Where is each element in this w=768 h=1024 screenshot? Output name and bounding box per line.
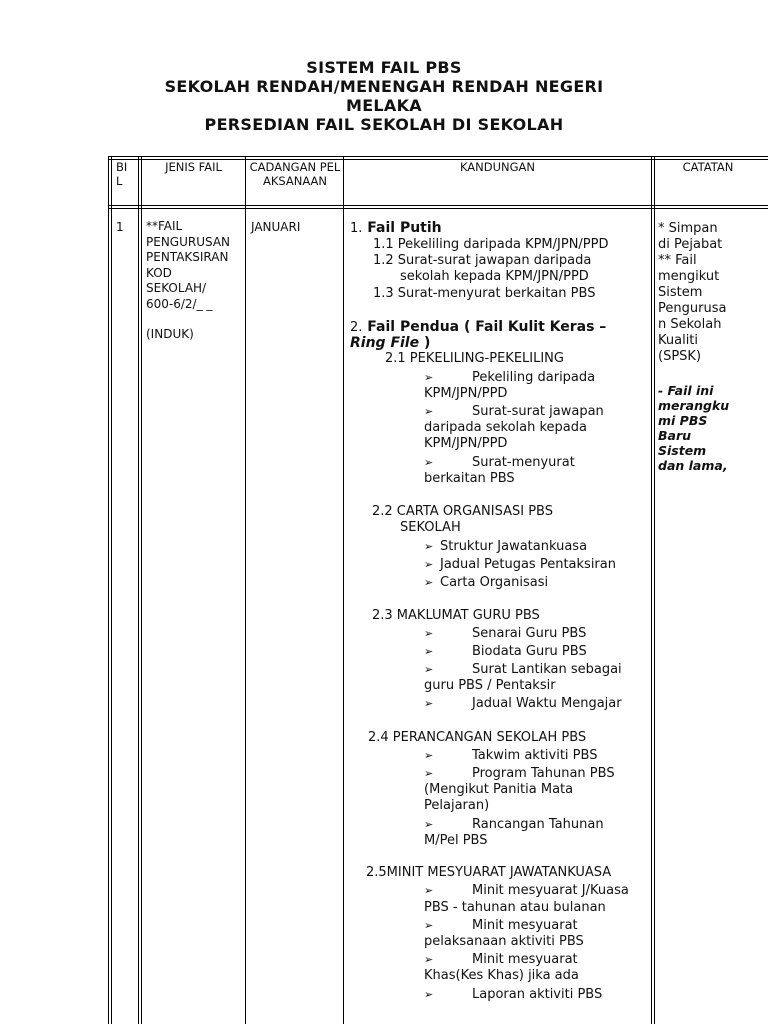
section-1-title: 1. Fail Putih xyxy=(350,220,442,236)
list-item: ➢ Laporan aktiviti PBS xyxy=(424,987,603,1002)
list-item-cont: PBS - tahunan atau bulanan xyxy=(424,900,606,915)
row-bil: 1 xyxy=(116,220,124,234)
list-item: ➢ Struktur Jawatankuasa xyxy=(424,539,588,554)
list-item: ➢ Surat Lantikan sebagai xyxy=(424,662,622,677)
column-divider xyxy=(141,156,142,1024)
title-line-4: PERSEDIAN FAIL SEKOLAH DI SEKOLAH xyxy=(204,115,564,134)
subsection-2-5: 2.5MINIT MESYUARAT JAWATANKUASA xyxy=(366,865,612,880)
row-divider xyxy=(108,205,768,206)
title-line-2: SEKOLAH RENDAH/MENENGAH RENDAH NEGERI xyxy=(164,77,604,96)
list-item: ➢ Rancangan Tahunan xyxy=(424,817,604,832)
list-item-cont: M/Pel PBS xyxy=(424,833,488,848)
title-line-3: MELAKA xyxy=(345,96,422,115)
column-divider xyxy=(138,156,139,1024)
section-2-title: 2. Fail Pendua ( Fail Kulit Keras – xyxy=(350,319,607,335)
list-item-cont: berkaitan PBS xyxy=(424,471,515,486)
list-item: ➢ Takwim aktiviti PBS xyxy=(424,748,598,763)
list-item: ➢ Program Tahunan PBS xyxy=(424,766,615,781)
list-item: ➢ Carta Organisasi xyxy=(424,575,549,590)
file-table xyxy=(108,156,768,1024)
list-item: ➢ Jadual Petugas Pentaksiran xyxy=(424,557,616,572)
title-line-1: SISTEM FAIL PBS xyxy=(306,58,462,77)
list-item: ➢ Jadual Waktu Mengajar xyxy=(424,696,622,711)
list-item: ➢ Minit mesyuarat J/Kuasa xyxy=(424,883,629,898)
header-catatan: CATATAN xyxy=(682,160,734,174)
row-cadangan: JANUARI xyxy=(251,220,301,234)
subsection-2-4: 2.4 PERANCANGAN SEKOLAH PBS xyxy=(368,730,587,745)
list-item: ➢ Surat-surat jawapan xyxy=(424,404,604,419)
list-item-cont: daripada sekolah kepada xyxy=(424,420,587,435)
header-kandungan: KANDUNGAN xyxy=(459,160,536,174)
list-item-cont: pelaksanaan aktiviti PBS xyxy=(424,934,584,949)
list-item: ➢ Biodata Guru PBS xyxy=(424,644,587,659)
row-catatan: * Simpan di Pejabat ** Fail mengikut Sistem Pengurusa n Sekolah Kualiti (SPSK) xyxy=(658,221,727,364)
list-item-cont: guru PBS / Pentaksir xyxy=(424,678,556,693)
list-item-cont: KPM/JPN/PPD xyxy=(424,386,508,401)
subsection-2-3: 2.3 MAKLUMAT GURU PBS xyxy=(372,608,540,623)
subsection-2-2-cont: SEKOLAH xyxy=(400,520,461,535)
subsection-2-2: 2.2 CARTA ORGANISASI PBS xyxy=(372,504,553,519)
list-item-cont: Pelajaran) xyxy=(424,798,490,813)
document-title xyxy=(0,58,768,134)
column-divider xyxy=(245,156,246,1024)
header-bil: BIL xyxy=(116,160,128,188)
section-1-item: 1.1 Pekeliling daripada KPM/JPN/PPD xyxy=(373,237,609,252)
subsection-2-1: 2.1 PEKELILING-PEKELILING xyxy=(385,351,564,366)
row-catatan-note: - Fail ini merangku mi PBS Baru Sistem dan lama, xyxy=(658,383,730,473)
list-item-cont: KPM/JPN/PPD xyxy=(424,436,508,451)
header-cadangan: CADANGAN PELAKSANAAN xyxy=(249,160,341,188)
table-border xyxy=(108,156,109,1024)
section-1-item: 1.3 Surat-menyurat berkaitan PBS xyxy=(373,286,596,301)
row-divider xyxy=(108,208,768,209)
column-divider xyxy=(651,156,652,1024)
list-item: ➢ Surat-menyurat xyxy=(424,455,575,470)
list-item: ➢ Pekeliling daripada xyxy=(424,370,596,385)
list-item-cont: (Mengikut Panitia Mata xyxy=(424,782,574,797)
list-item: ➢ Minit mesyuarat xyxy=(424,952,578,967)
section-1-item: sekolah kepada KPM/JPN/PPD xyxy=(400,269,589,284)
column-divider xyxy=(343,156,344,1024)
column-divider xyxy=(654,156,655,1024)
row-jenis-fail: **FAIL PENGURUSAN PENTAKSIRAN KOD SEKOLAH/ 600-6/2/_ _ (INDUK) xyxy=(146,219,231,341)
section-1-item: 1.2 Surat-surat jawapan daripada xyxy=(373,253,592,268)
table-border xyxy=(111,156,112,1024)
row-divider xyxy=(108,156,768,157)
list-item: ➢ Senarai Guru PBS xyxy=(424,626,587,641)
section-2-title-cont: Ring File ) xyxy=(350,335,431,351)
list-item-cont: Khas(Kes Khas) jika ada xyxy=(424,968,579,983)
header-jenis-fail: JENIS FAIL xyxy=(165,160,222,174)
list-item: ➢ Minit mesyuarat xyxy=(424,918,578,933)
